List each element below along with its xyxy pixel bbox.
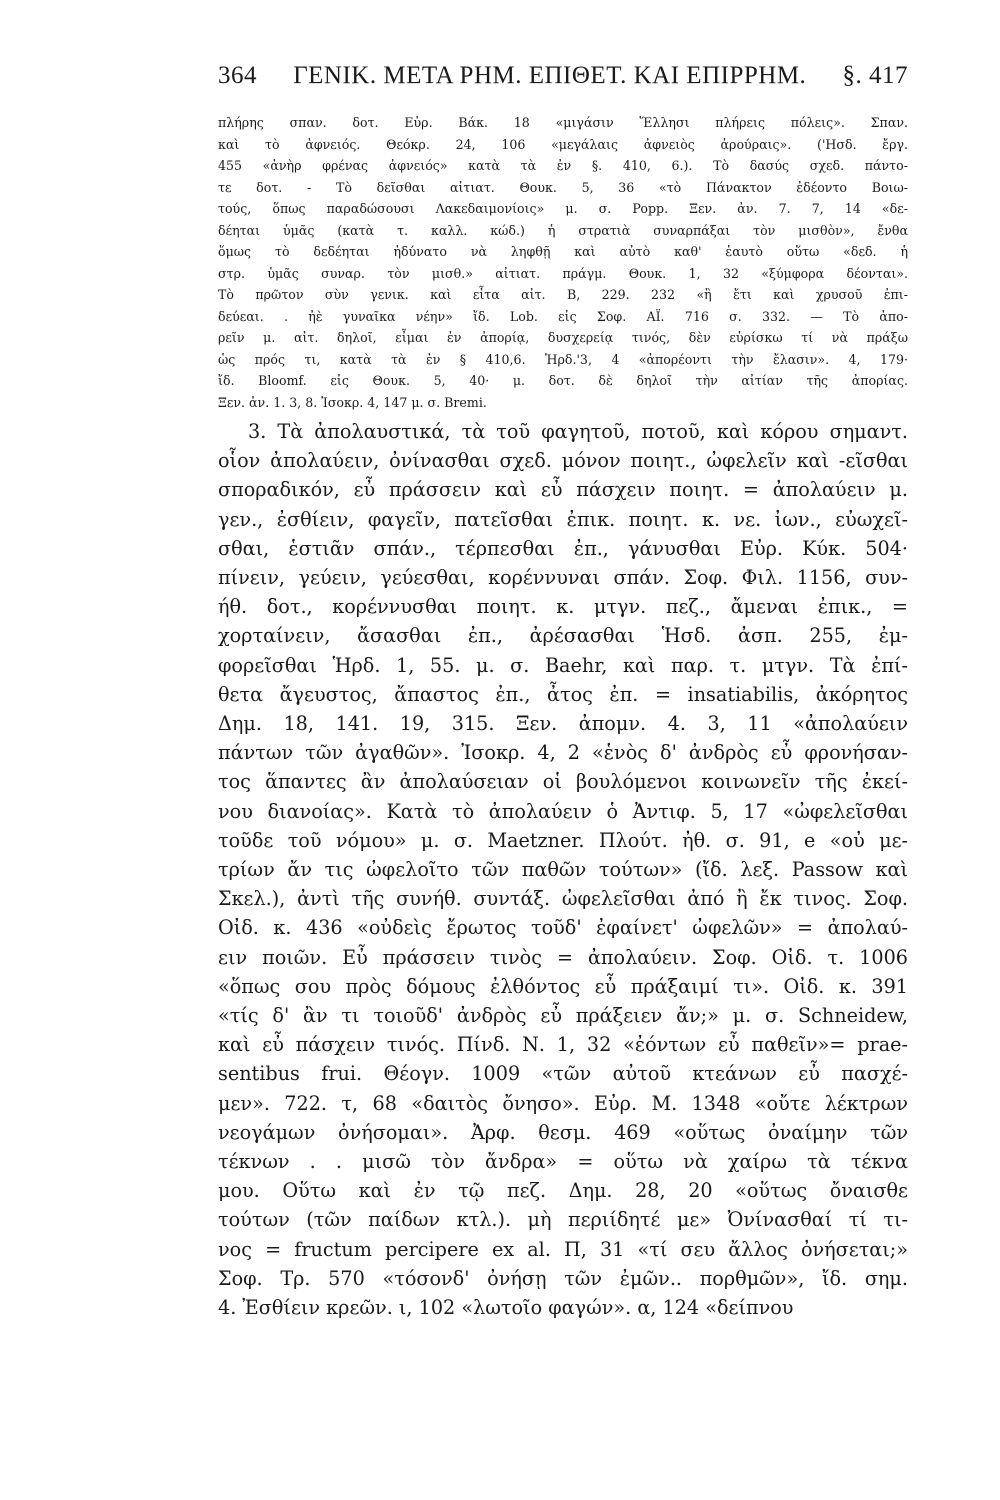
text-line: χορταίνειν, ἄσασθαι ἐπ., ἀρέσασθαι Ἡσδ. ἀσπ. 255, ἐμ- [218,624,908,648]
text-line: πίνειν, γεύειν, γεύεσθαι, κορέννυναι σπάν. Σοφ. Φιλ. 1156, συν- [218,566,908,590]
text-line: πάντων τῶν ἀγαθῶν». Ἰσοκρ. 4, 2 «ἑνὸς δ' ἀνδρὸς εὖ φρονήσαν- [218,741,908,765]
main-text-block [218,417,908,1322]
text-line: σθαι, ἑστιᾶν σπάν., τέρπεσθαι ἐπ., γάνυσθαι Εὐρ. Κύκ. 504· [218,536,908,560]
footnote-line: ὡς πρός τι, κατὰ τὰ ἐν § 410,6. Ἡρδ.'3, 4 «ἀπορέοντι τὴν ἔλασιν». 4, 179· [218,351,908,367]
page-number: 364 [218,62,257,89]
footnote-line: καὶ τὸ ἀφνειός. Θεόκρ. 24, 106 «μεγάλαις ἀφνειὸς ἀρούραις». ('Ησδ. ἔργ. [218,136,908,152]
text-line: 4. Ἐσθίειν κρεῶν. ι, 102 «λωτοῖο φαγών». α, 124 «δείπνου [218,1296,794,1320]
text-line: τρίων ἄν τις ὠφελοῖτο τῶν παθῶν τούτων» (ἴδ. λεξ. Passow καὶ [218,858,908,882]
footnote-line: ἴδ. Bloomf. εἰς Θουκ. 5, 40· μ. δοτ. δὲ δηλοῖ τὴν αἰτίαν τῆς ἀπορίας. [218,373,908,388]
footnote-line: ὅμως τὸ δεδέηται ἠδύνατο νὰ ληφθῇ καὶ αὐτὸ καθ' ἑαυτὸ οὕτω «δεδ. ἡ [218,244,908,259]
text-line: τος ἅπαντες ἂν ἀπολαύσειαν οἱ βουλόμενοι κοινωνεῖν τῆς ἐκεί- [218,770,908,794]
text-line: φορεῖσθαι Ἡρδ. 1, 55. μ. σ. Baehr, καὶ παρ. τ. μτγν. Τὰ ἐπί- [218,653,908,677]
book-page [218,62,908,1322]
footnote-line: Τὸ πρῶτον σὺν γενικ. καὶ εἶτα αἰτ. Β, 229. 232 «ἢ ἔτι καὶ χρυσοῦ ἐπι- [218,287,908,302]
text-line: γεν., ἐσθίειν, φαγεῖν, πατεῖσθαι ἐπικ. ποιητ. κ. νε. ἰων., εὐωχεῖ- [218,507,908,531]
footnote-line: δεύεαι. . ἠὲ γυναῖκα νέην» ἴδ. Lob. εἰς Σοφ. ΑΪ. 716 σ. 332. — Τὸ ἀπο- [218,308,908,324]
text-line: Σοφ. Τρ. 570 «τόσονδ' ὀνήσῃ τῶν ἐμῶν.. πορθμῶν», ἴδ. σημ. [218,1266,908,1290]
footnote-line: τούς, ὅπως παραδώσουσι Λακεδαιμονίοις» μ. σ. Popp. Ξεν. ἀν. 7. 7, 14 «δε- [218,201,908,216]
text-line: νος = fructum percipere ex al. Π, 31 «τί σευ ἄλλος ὀνήσεται;» [218,1237,908,1261]
section-number: §. 417 [842,62,908,89]
text-line: 3. Τὰ ἀπολαυστικά, τὰ τοῦ φαγητοῦ, ποτοῦ, καὶ κόρου σημαντ. [248,420,908,443]
text-line: τέκνων . . μισῶ τὸν ἄνδρα» = οὕτω νὰ χαίρω τὰ τέκνα [218,1150,908,1174]
text-line: νου διανοίας». Κατὰ τὸ ἀπολαύειν ὁ Ἀντιφ. 5, 17 «ὠφελεῖσθαι [218,799,908,823]
footnote-line: ρεῖν μ. αἰτ. δηλοῖ, εἶμαι ἐν ἀπορίᾳ, δυσχερείᾳ τινός, δὲν εὑρίσκω τί νὰ πράξω [218,330,908,345]
text-line: οἷον ἀπολαύειν, ὀνίνασθαι σχεδ. μόνον ποιητ., ὠφελεῖν καὶ -εῖσθαι [218,449,908,473]
footnote-block [218,112,908,413]
text-line: ειν ποιῶν. Εὖ πράσσειν τινὸς = ἀπολαύειν. Σοφ. Οἰδ. τ. 1006 [218,945,908,969]
text-line: Δημ. 18, 141. 19, 315. Ξεν. ἀπομν. 4. 3, 11 «ἀπολαύειν [218,712,908,736]
text-line: ήθ. δοτ., κορέννυσθαι ποιητ. κ. μτγν. πεζ., ἄμεναι ἐπικ., = [218,595,908,619]
text-line: Οἰδ. κ. 436 «οὐδεὶς ἔρωτος τοῦδ' ἐφαίνετ' ὠφελῶν» = ἀπολαύ- [218,916,908,940]
footnote-line: τε δοτ. - Τὸ δεῖσθαι αἰτιατ. Θουκ. 5, 36 «τὸ Πάνακτον ἐδέοντο Βοιω- [218,179,908,195]
footnote-line: δέηται ὑμᾶς (κατὰ τ. καλλ. κώδ.) ἡ στρατιὰ συναρπάξαι τὸν μισθὸν», ἔνθα [218,222,908,238]
text-line: sentibus frui. Θέογν. 1009 «τῶν αὐτοῦ κτεάνων εὖ πασχέ- [218,1062,908,1086]
text-line: θετα ἄγευστος, ἄπαστος ἐπ., ἆτος ἐπ. = insatiabilis, ἀκόρητος [218,682,908,706]
text-line: Σκελ.), ἀντὶ τῆς συνήθ. συντάξ. ὠφελεῖσθαι ἀπό ἢ ἔκ τινος. Σοφ. [218,887,908,911]
running-head [218,62,908,104]
footnote-line: στρ. ὑμᾶς συναρ. τὸν μισθ.» αἰτιατ. πράγμ. Θουκ. 1, 32 «ξύμφορα δέονται». [218,265,908,281]
text-line: καὶ εὖ πάσχειν τινός. Πίνδ. Ν. 1, 32 «ἐόντων εὖ παθεῖν»= prae- [218,1033,908,1057]
text-line: τούτων (τῶν παίδων κτλ.). μὴ περιίδητέ με» Ὀνίνασθαί τί τι- [218,1208,908,1232]
text-line: «τίς δ' ἂν τι τοιοῦδ' ἀνδρὸς εὖ πράξειεν ἄν;» μ. σ. Schneidew, [218,1004,908,1028]
running-title: ΓΕΝΙΚ. ΜΕΤΑ ΡΗΜ. ΕΠΙΘΕΤ. ΚΑΙ ΕΠΙΡΡΗΜ. [293,62,807,89]
text-line: τοῦδε τοῦ νόμου» μ. σ. Maetzner. Πλούτ. ἠθ. σ. 91, e «οὐ με- [218,828,908,852]
text-line: μεν». 722. τ, 68 «δαιτὸς ὄνησο». Εὐρ. Μ. 1348 «οὔτε λέκτρων [218,1091,908,1115]
text-line: μου. Οὕτω καὶ ἐν τῷ πεζ. Δημ. 28, 20 «οὕτως ὄναισθε [218,1179,908,1203]
footnote-line: Ξεν. ἀν. 1. 3, 8. Ἰσοκρ. 4, 147 μ. σ. Bremi. [218,394,487,410]
footnote-line: 455 «ἀνὴρ φρένας ἀφνειός» κατὰ τὰ ἐν §. 410, 6.). Τὸ δασύς σχεδ. πάντο- [218,158,908,173]
footnote-line: πλήρης σπαν. δοτ. Εὐρ. Βάκ. 18 «μιγάσιν Ἕλλησι πλήρεις πόλεις». Σπαν. [218,115,908,130]
text-line: νεογάμων ὀνήσομαι». Ἀρφ. θεσμ. 469 «οὕτως ὀναίμην τῶν [218,1120,908,1144]
text-line: «ὅπως σου πρὸς δόμους ἐλθόντος εὖ πράξαιμί τι». Οἰδ. κ. 391 [218,974,908,998]
text-line: σποραδικόν, εὖ πράσσειν καὶ εὖ πάσχειν ποιητ. = ἀπολαύειν μ. [218,478,908,502]
